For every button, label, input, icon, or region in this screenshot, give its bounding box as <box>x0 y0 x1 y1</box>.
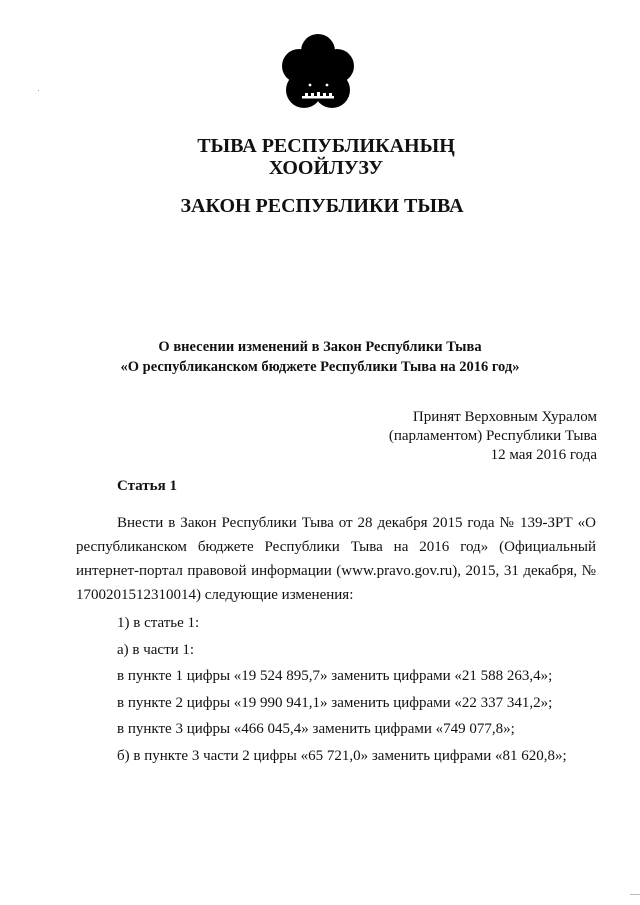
adoption-date: 12 мая 2016 года <box>490 447 597 463</box>
list-item: в пункте 2 цифры «19 990 941,1» заменить цифрами «22 337 341,2»; <box>117 694 553 711</box>
article-title: Статья 1 <box>117 478 177 494</box>
law-subject-line1: О внесении изменений в Закон Республики Тыва <box>158 339 482 355</box>
list-item: 1) в статье 1: <box>117 615 200 631</box>
list-item: в пункте 3 цифры «466 045,4» заменить цифрами «749 077,8»; <box>117 721 515 737</box>
law-subject-line2: «О республиканском бюджете Республики Тыва на 2016 год» <box>120 359 520 375</box>
title-tyvan <box>0 135 640 179</box>
tuva-coat-of-arms-icon <box>280 33 356 113</box>
adoption-line1: Принят Верховным Хуралом <box>412 409 597 425</box>
title-tyvan-line2: ХООЙЛУЗУ <box>268 157 384 179</box>
adoption-line2: (парламентом) Республики Тыва <box>388 428 597 444</box>
amendment-list <box>117 610 567 769</box>
list-item: а) в части 1: <box>117 641 195 658</box>
title-russian: ЗАКОН РЕСПУБЛИКИ ТЫВА <box>180 195 464 217</box>
scan-edge-line <box>630 894 640 895</box>
article-intro: Внести в Закон Республики Тыва от 28 декабря 2015 года № 139-ЗРТ «О республиканском бюджете Республики Тыва на 2016 год» (Официальный интернет-портал правовой информации (www.pravo.gov.ru), 2015, 31 декабря, № 1700201512310014) следующие изменения: <box>76 515 596 603</box>
article-body <box>76 511 596 607</box>
adoption-block <box>389 408 597 465</box>
law-subject <box>0 337 640 377</box>
list-item: в пункте 1 цифры «19 524 895,7» заменить цифрами «21 588 263,4»; <box>117 668 553 684</box>
title-tyvan-line1: ТЫВА РЕСПУБЛИКАНЫҢ <box>197 135 455 157</box>
scan-speck <box>38 90 39 91</box>
list-item: б) в пункте 3 части 2 цифры «65 721,0» заменить цифрами «81 620,8»; <box>117 747 567 764</box>
